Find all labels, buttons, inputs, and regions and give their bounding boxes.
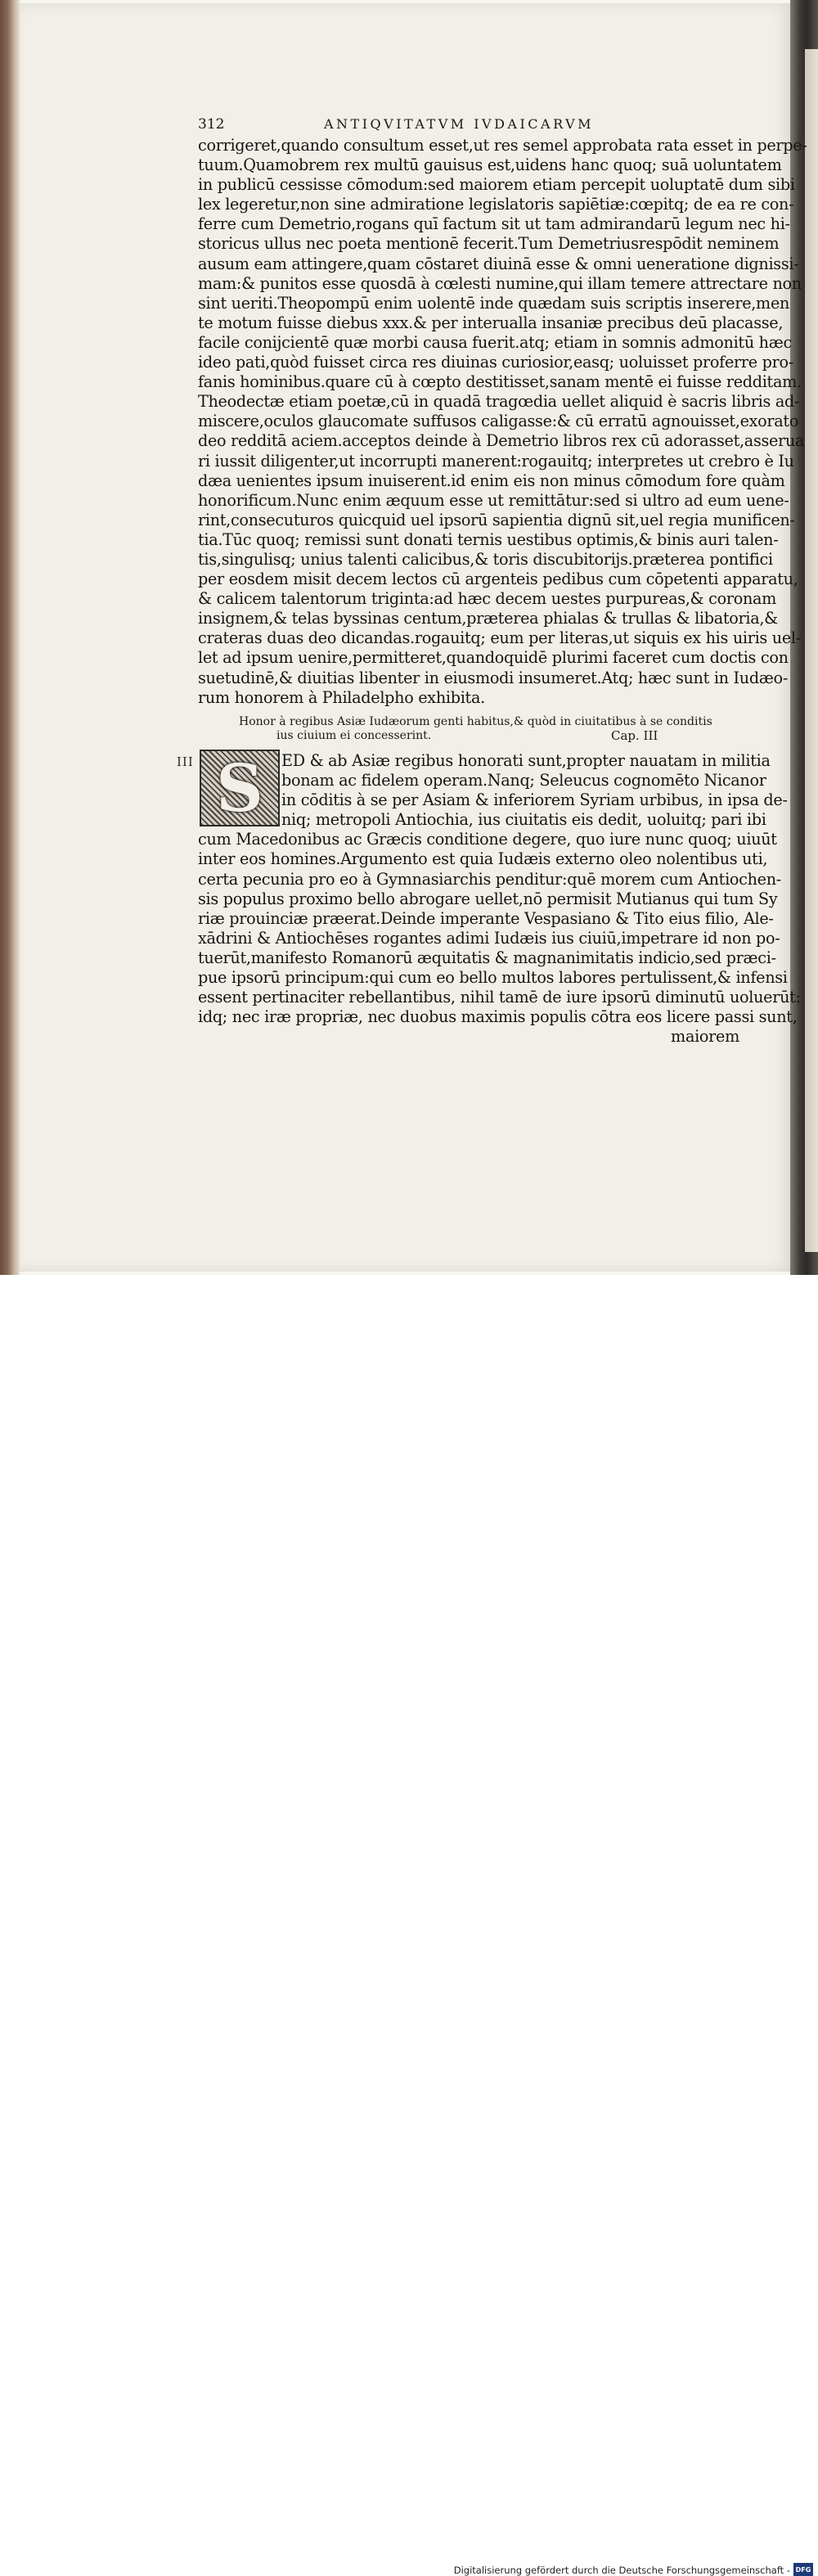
text-line: fanis hominibus.quare cū à cœpto destitisset,sanam mentē ei fuisse redditam. (198, 372, 802, 392)
text-line: ED & ab Asiæ regibus honorati sunt,propter nauatam in militia (281, 751, 771, 770)
dfg-logo: DFG (793, 2563, 813, 2576)
text-line: corrigeret,quando consultum esset,ut res semel approbata rata esset in perpe- (198, 136, 807, 155)
initial-letter: S (216, 750, 263, 826)
digitization-credit: Digitalisierung gefördert durch die Deutsche Forschungsgemeinschaft - (453, 2565, 790, 2576)
text-line: rint,consecuturos quicquid uel ipsorū sapientia dignū sit,uel regia munificen- (198, 510, 795, 529)
page-header (198, 116, 640, 136)
text-line: niq; metropoli Antiochia, ius ciuitatis eis dedit, uoluitq; pari ibi (281, 810, 766, 830)
catchword: maiorem (671, 1027, 739, 1047)
text-line: idq; nec iræ propriæ, nec duobus maximis populis cōtra eos licere passi sunt, (198, 1007, 798, 1027)
text-line: essent pertinaciter rebellantibus, nihil tamē de iure ipsorū diminutū uoluerūt: (198, 988, 801, 1007)
chapter-heading-line: ius ciuium ei concesserint. (276, 729, 432, 742)
text-line: in publicū cessisse cōmodum:sed maiorem etiam percepit uoluptatē dum sibi (198, 175, 795, 195)
text-line: & calicem talentorum triginta:ad hæc decem uestes purpureas,& coronam (198, 589, 777, 609)
running-head: ANTIQVITATVM IVDAICARVM (324, 116, 594, 132)
text-line: per eosdem misit decem lectos cū argenteis pedibus cum cōpetenti apparatu, (198, 570, 798, 589)
text-line: storicus ullus nec poeta mentionē fecerit.Tum Demetriusrespōdit neminem (198, 234, 780, 254)
text-line: tia.Tūc quoq; remissi sunt donati ternis uestibus optimis,& binis auri talen- (198, 529, 779, 549)
text-line: sint ueriti.Theopompū enim uolentē inde quædam suis scriptis inserere,men (198, 293, 790, 313)
text-line: insignem,& telas byssinas centum,præterea phialas & trullas & libatoria,& (198, 609, 778, 628)
text-line: inter eos homines.Argumento est quia Iudæis externo oleo nolentibus uti, (198, 849, 768, 869)
book-edge (0, 0, 20, 1275)
scanned-book-spread (0, 0, 818, 1275)
text-line: tuum.Quamobrem rex multū gauisus est,uidens hanc quoq; suā uoluntatem (198, 155, 782, 175)
text-line: dæa uenientes ipsum inuiserent.id enim eis non minus cōmodum fore quàm (198, 471, 785, 490)
body-text (198, 136, 807, 708)
text-line: facile conijcientē quæ morbi causa fuerit.atq; etiam in somnis admonitū hæc (198, 332, 792, 352)
text-line: let ad ipsum uenire,permitteret,quandoquidē plurimi faceret cum doctis con (198, 648, 789, 668)
chapter-heading-line: Honor à regibus Asiæ Iudæorum genti habitus,& quòd in ciuitatibus à se conditis (239, 715, 712, 728)
text-line: Theodectæ etiam poetæ,cū in quadā tragœdia uellet aliquid è sacris libris ad- (198, 392, 800, 412)
chapter-text (198, 751, 801, 1047)
text-line: bonam ac fidelem operam.Nanq; Seleucus cognomēto Nicanor (281, 771, 766, 790)
text-line: sis populus proximo bello abrogare uellet,nō permisit Mutianus qui tum Sy (198, 889, 778, 908)
footer-bar (0, 1275, 818, 2576)
text-line: cum Macedonibus ac Græcis conditione degere, quo iure nunc quoq; uiuūt (198, 830, 777, 849)
text-line: pue ipsorū principum:qui cum eo bello multos labores pertulissent,& infensi (198, 968, 788, 988)
text-line: tis,singulisq; unius talenti calicibus,& toris discubitorijs.præterea pontifici (198, 549, 773, 569)
text-line: suetudinē,& diuitias libenter in eiusmodi insumeret.Atq; hæc sunt in Iudæo- (198, 668, 788, 687)
text-line: crateras duas deo dicandas.rogauitq; eum per literas,ut siquis ex his uiris uel- (198, 628, 801, 648)
text-line: xādrini & Antiochēses rogantes adimi Iudæis ius ciuiū,impetrare id non po- (198, 928, 780, 948)
text-line: ausum eam attingere,quam cōstaret diuinā esse & omni ueneratione dignissi- (198, 254, 799, 273)
text-line: tuerūt,manifesto Romanorū æquitatis & magnanimitatis indicio,sed præci- (198, 948, 776, 967)
text-line: miscere,oculos glaucomate suffusos caligasse:& cū erratū agnouisset,exorato (198, 412, 799, 431)
text-line: deo redditā aciem.acceptos deinde à Demetrio libros rex cū adorasset,asserua (198, 431, 805, 451)
text-line: lex legeretur,non sine admiratione legislatoris sapiētiæ:cœpitq; de ea re con- (198, 195, 794, 214)
text-line: mam:& punitos esse quosdā à cœlesti numine,qui illam temere attrectare non (198, 273, 802, 293)
text-line: ferre cum Demetrio,rogans quī factum sit ut tam admirandarū legum nec hi- (198, 214, 790, 234)
text-line: certa pecunia pro eo à Gymnasiarchis penditur:quē morem cum Antiochen- (198, 869, 781, 889)
text-line: ri iussit diligenter,ut incorrupti manerent:rogauitq; interpretes ut crebro è Iu (198, 451, 794, 471)
margin-numeral: III (177, 754, 194, 769)
page-number: 312 (198, 116, 225, 133)
text-line: honorificum.Nunc enim æquum esse ut remittātur:sed si ultro ad eum uene- (198, 490, 789, 510)
text-line: ideo pati,quòd fuisset circa res diuinas curiosior,easq; uoluisset proferre pro- (198, 353, 793, 372)
text-line: rum honorem à Philadelpho exhibita. (198, 687, 485, 707)
chapter-label: Cap. III (611, 728, 658, 743)
text-line: in cōditis à se per Asiam & inferiorem Syriam urbibus, in ipsa de- (281, 790, 788, 810)
text-line: te motum fuisse diebus xxx.& per interualla insaniæ precibus deū placasse, (198, 313, 784, 332)
text-line: riæ prouinciæ præerat.Deinde imperante Vespasiano & Tito eius filio, Ale- (198, 908, 774, 928)
chapter-heading (239, 715, 712, 743)
